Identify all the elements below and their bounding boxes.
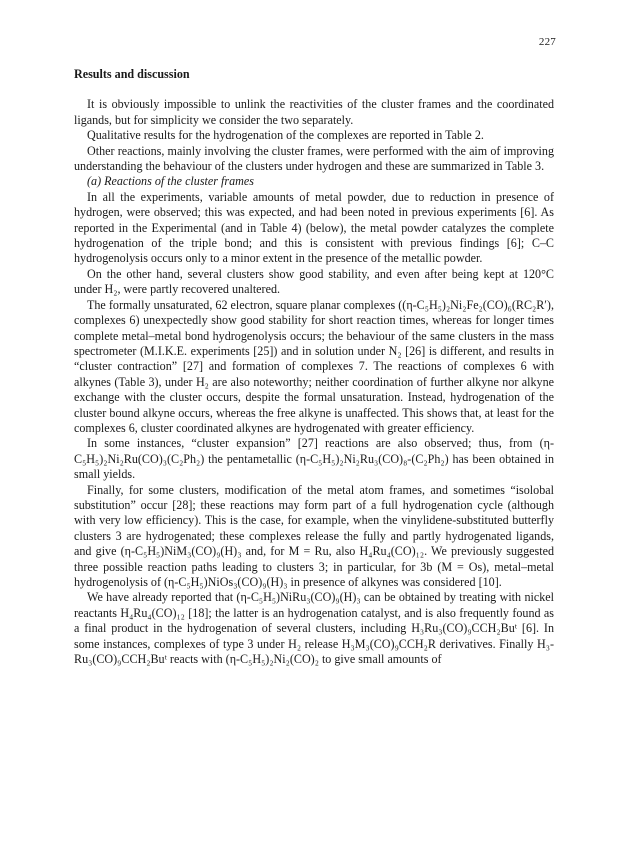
paragraph: On the other hand, several clusters show good stability, and even after being kept at 120°C under H₂, were partly recovered unaltered. bbox=[74, 266, 554, 297]
paragraph: Finally, for some clusters, modification of the metal atom frames, and sometimes “isolobal substitution” occur [28]; these reactions may form part of a full hydrogenation cycle (although with very low efficiency). This is the case, for example, when the vinylidene-substituted butterfly clusters 3 are hydrogenated; these complexes release the fully and partly hydrogenated ligands, and give (η-C₅H₅)NiM₃(CO)₉(H)₃ and, for M = Ru, also H₄Ru₄(CO)₁₂. We previously suggested three possible reaction paths leading to clusters 3; in particular, for 3b (M = Os), metal–metal hydrogenolysis of (η-C₅H₅)NiOs₃(CO)₉(H)₃ in presence of alkynes was considered [10]. bbox=[74, 482, 554, 589]
page-number: 227 bbox=[538, 36, 556, 48]
paragraph: The formally unsaturated, 62 electron, square planar complexes ((η-C₅H₅)₂Ni₂Fe₂(CO)₆(RC₂R′), complexes 6) unexpectedly show good stability for short reaction times, whereas for longer times complete metal–metal bond hydrogenolysis occurs; the behaviour of the same clusters in the mass spectrometer (M.I.K.E. experiments [25]) and in solution under N₂ [26] is different, and results in “cluster contraction” [27] and formation of complexes 7. The reactions of complexes 6 with alkynes (Table 3), under H₂ are also noteworthy; neither coordination of further alkyne nor alkyne exchange with the cluster occurs, despite the formal unsaturation. Instead, hydrogenation of the cluster bound alkyne occurs, whereas the free alkyne is unaffected. This shows that, at least for the complexes 6, cluster coordinated alkynes are hydrogenated with greater efficiency. bbox=[74, 297, 554, 435]
section-heading: Results and discussion bbox=[74, 67, 190, 81]
subsection-heading: (a) Reactions of the cluster frames bbox=[87, 174, 254, 189]
paragraph: Qualitative results for the hydrogenation of the complexes are reported in Table 2. bbox=[87, 128, 484, 143]
paragraph: In some instances, “cluster expansion” [27] reactions are also observed; thus, from (η-C₅H₅)₂Ni₂Ru(CO)₃(C₂Ph₂) the pentametallic (η-C₅H₅)₂Ni₂Ru₃(CO)₈-(C₂Ph₂) has been obtained in small yields. bbox=[74, 436, 554, 482]
paragraph: Other reactions, mainly involving the cluster frames, were performed with the aim of improving understanding the behaviour of the clusters under hydrogen and these are summarized in Table 3. bbox=[74, 143, 554, 174]
paragraph: It is obviously impossible to unlink the reactivities of the cluster frames and the coordinated ligands, but for simplicity we consider the two separately. bbox=[74, 97, 554, 127]
paragraph: We have already reported that (η-C₅H₅)NiRu₃(CO)₉(H)₃ can be obtained by treating with nickel reactants H₄Ru₄(CO)₁₂ [18]; the latter is an hydrogenation catalyst, and is also frequently found as a final product in the hydrogenation of several clusters, including H₃Ru₃(CO)₉CCH₂Buᵗ [6]. In some instances, complexes of type 3 under H₂ release H₃M₃(CO)₉CCH₂R derivatives. Finally H₃-Ru₃(CO)₉CCH₂Buᵗ reacts with (η-C₅H₅)₂Ni₂(CO)₂ to give small amounts of bbox=[74, 590, 554, 667]
article-body bbox=[74, 67, 554, 667]
paragraph: In all the experiments, variable amounts of metal powder, due to reduction in presence of hydrogen, were observed; this was expected, and had been noted in previous experiments [6]. As reported in the Experimental (and in Table 4) (below), the metal powder catalyzes the complete hydrogenation of the triple bond; and this is consistent with previous findings [6]; C–C hydrogenolysis occurs only to a minor extent in the presence of the metallic powder. bbox=[74, 189, 554, 266]
